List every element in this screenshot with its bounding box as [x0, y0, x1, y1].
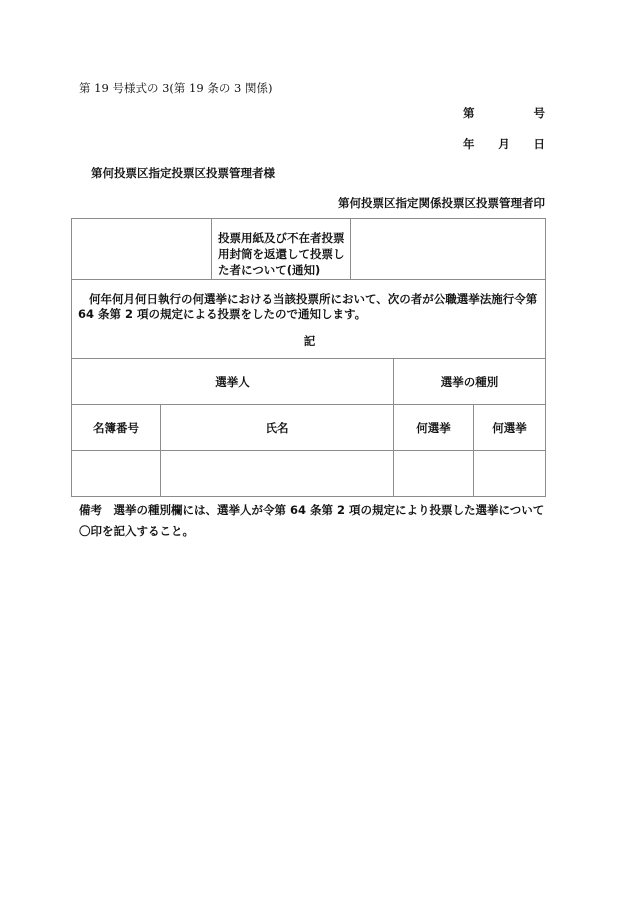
notice-body-section	[72, 280, 545, 359]
date-line	[463, 136, 545, 152]
date-year: 年	[463, 137, 475, 151]
document-number	[463, 105, 545, 121]
registry-number-header: 名簿番号	[72, 405, 161, 451]
title-row	[72, 219, 545, 280]
table-header-row	[72, 359, 545, 405]
name-cell[interactable]	[161, 451, 394, 497]
table-row	[72, 451, 545, 497]
sender: 第何投票区指定関係投票区投票管理者印	[338, 196, 545, 210]
election1-cell[interactable]	[394, 451, 474, 497]
doc-number-go: 号	[533, 106, 545, 120]
voter-header: 選挙人	[72, 359, 394, 405]
election-type-header: 選挙の種別	[394, 359, 546, 405]
election1-header: 何選挙	[394, 405, 474, 451]
date-month: 月	[498, 137, 510, 151]
election2-cell[interactable]	[474, 451, 546, 497]
doc-number-dai: 第	[463, 106, 475, 120]
table-subheader-row	[72, 405, 545, 451]
ki-heading: 記	[303, 334, 316, 348]
notice-body: 何年何月何日執行の何選挙における当該投票所において、次の者が公職選挙法施行令第 64 条第 2 項の規定による投票をしたので通知します。	[78, 292, 538, 321]
registry-number-cell[interactable]	[72, 451, 161, 497]
form-frame	[71, 218, 546, 497]
addressee: 第何投票区指定投票区投票管理者様	[91, 166, 275, 180]
voter-table	[72, 359, 545, 496]
form-number: 第 19 号様式の 3(第 19 条の 3 関係)	[79, 81, 273, 95]
remarks: 備考 選挙の種別欄には、選挙人が令第 64 条第 2 項の規定により投票した選挙について〇印を記入すること。	[79, 503, 545, 538]
date-day: 日	[533, 137, 545, 151]
election2-header: 何選挙	[474, 405, 546, 451]
name-header: 氏名	[161, 405, 394, 451]
notice-title: 投票用紙及び不在者投票用封筒を返還して投票した者について(通知)	[211, 219, 351, 279]
